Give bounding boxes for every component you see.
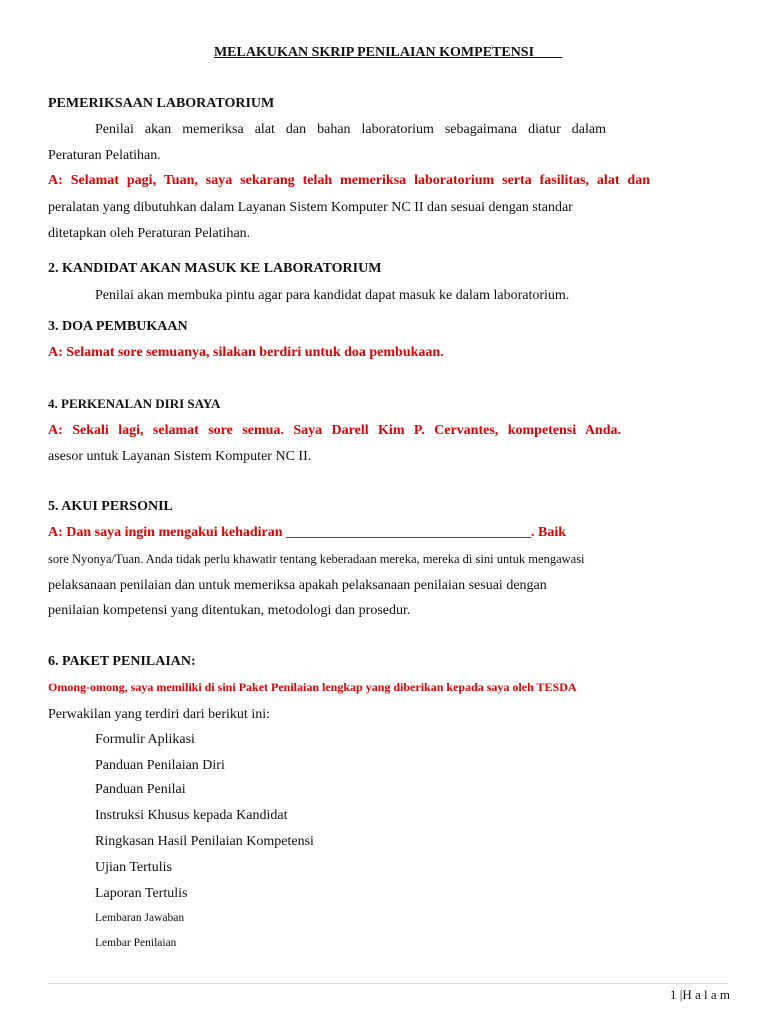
list-item: Panduan Penilaian Diri bbox=[95, 758, 225, 773]
list-item: Lembaran Jawaban bbox=[95, 912, 185, 924]
page-number-footer: 1 |H a l a m bbox=[669, 987, 730, 1002]
section-6-heading: 6. PAKET PENILAIAN: bbox=[48, 654, 196, 669]
section-5-answer-line-3: pelaksanaan penilaian dan untuk memeriksa apakah pelaksanaan penilaian sesuai dengan bbox=[48, 578, 547, 593]
section-5-answer-line-2: sore Nyonya/Tuan. Anda tidak perlu khawatir tentang keberadaan mereka, mereka di sini untuk mengawasi bbox=[48, 552, 585, 566]
section-6-answer: Omong-omong, saya memiliki di sini Paket Penilaian lengkap yang diberikan kepada saya oleh TESDA bbox=[48, 680, 577, 694]
list-item: Instruksi Khusus kepada Kandidat bbox=[95, 808, 288, 823]
list-item: Panduan Penilai bbox=[95, 782, 186, 797]
list-item: Lembar Penilaian bbox=[95, 937, 177, 949]
section-5-heading: 5. AKUI PERSONIL bbox=[48, 499, 173, 514]
section-4-answer: A: Sekali lagi, selamat sore semua. Saya Darell Kim P. Cervantes, kompetensi Anda. bbox=[48, 423, 621, 438]
list-item: Ujian Tertulis bbox=[95, 860, 172, 875]
document-title: MELAKUKAN SKRIP PENILAIAN KOMPETENSI____ bbox=[213, 45, 563, 60]
section-6-answer-line-2: Perwakilan yang terdiri dari berikut ini: bbox=[48, 707, 270, 722]
section-2-heading: 2. KANDIDAT AKAN MASUK KE LABORATORIUM bbox=[48, 261, 382, 276]
section-1-heading: PEMERIKSAAN LABORATORIUM bbox=[48, 96, 275, 111]
section-5-answer-line-4: penilaian kompetensi yang ditentukan, metodologi dan prosedur. bbox=[48, 603, 411, 618]
section-3-heading: 3. DOA PEMBUKAAN bbox=[48, 319, 188, 334]
section-1-paragraph-line-1: Penilai akan memeriksa alat dan bahan laboratorium sebagaimana diatur dalam bbox=[95, 122, 606, 137]
section-3-answer: A: Selamat sore semuanya, silakan berdiri untuk doa pembukaan. bbox=[48, 345, 444, 360]
section-1-answer: A: Selamat pagi, Tuan, saya sekarang telah memeriksa laboratorium serta fasilitas, alat dan bbox=[48, 173, 650, 188]
section-1-answer-line-2: peralatan yang dibutuhkan dalam Layanan Sistem Komputer NC II dan sesuai dengan standar bbox=[48, 200, 573, 215]
section-4-answer-line-2: asesor untuk Layanan Sistem Komputer NC II. bbox=[48, 449, 312, 464]
list-item: Laporan Tertulis bbox=[95, 886, 188, 901]
section-4-heading: 4. PERKENALAN DIRI SAYA bbox=[48, 396, 221, 411]
footer-divider bbox=[48, 983, 728, 984]
section-1-answer-line-3: ditetapkan oleh Peraturan Pelatihan. bbox=[48, 226, 251, 241]
section-5-answer: A: Dan saya ingin mengakui kehadiran ___________________________________. Baik bbox=[48, 525, 567, 540]
section-1-paragraph-line-2: Peraturan Pelatihan. bbox=[48, 148, 161, 163]
section-2-paragraph: Penilai akan membuka pintu agar para kandidat dapat masuk ke dalam laboratorium. bbox=[95, 288, 570, 303]
list-item: Formulir Aplikasi bbox=[95, 732, 195, 747]
list-item: Ringkasan Hasil Penilaian Kompetensi bbox=[95, 834, 314, 849]
